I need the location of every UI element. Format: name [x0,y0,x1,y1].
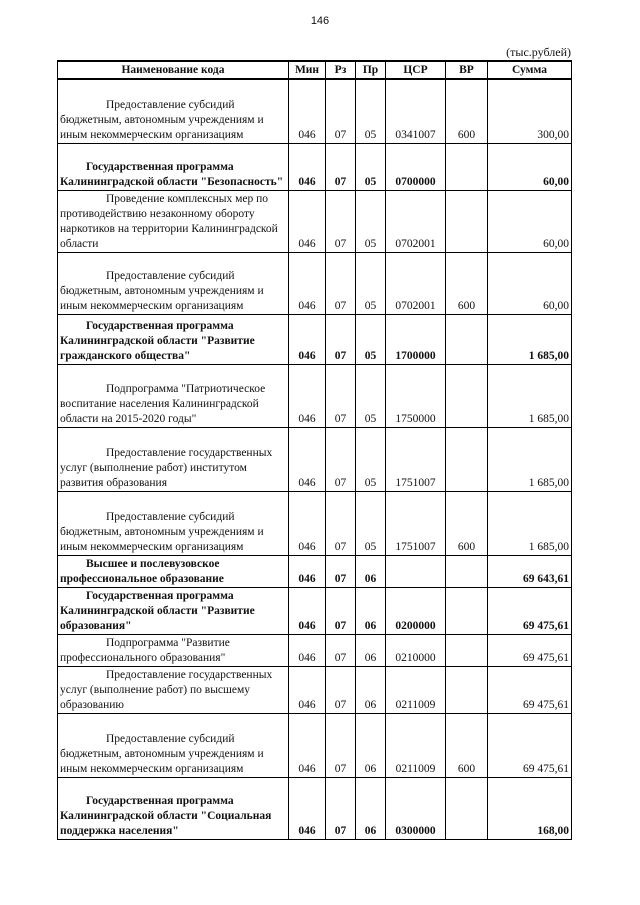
table-row [58,252,572,314]
table-row [58,143,572,190]
row-csr: 0341007 [386,79,446,143]
row-name: Высшее и послевузовское профессиональное образование [60,557,224,585]
row-name-cell [58,555,289,587]
row-min: 046 [289,491,326,555]
row-min: 046 [289,79,326,143]
table-row [58,777,572,839]
row-rz: 07 [326,634,356,666]
row-sum: 60,00 [488,143,572,190]
row-rz: 07 [326,427,356,491]
row-vr: 600 [446,252,488,314]
row-csr: 0300000 [386,777,446,839]
row-pr: 06 [356,555,386,587]
row-rz: 07 [326,555,356,587]
row-name: Предоставление субсидий бюджетным, автономным учреждениям и иным некоммерческим организациям [60,510,264,553]
row-sum: 60,00 [488,190,572,252]
row-pr: 05 [356,252,386,314]
table-row [58,587,572,634]
row-name: Проведение комплексных мер по противодействию незаконному обороту наркотиков на территории Калининградской области [60,192,278,250]
row-csr: 0700000 [386,143,446,190]
row-csr: 0702001 [386,252,446,314]
row-rz: 07 [326,252,356,314]
row-rz: 07 [326,491,356,555]
row-min: 046 [289,252,326,314]
row-vr [446,634,488,666]
row-name: Предоставление государственных услуг (выполнение работ) по высшему образованию [60,668,273,711]
page-number: 146 [310,15,330,27]
row-csr: 1751007 [386,491,446,555]
row-vr: 600 [446,79,488,143]
row-min: 046 [289,666,326,713]
row-pr: 05 [356,143,386,190]
row-sum: 69 643,61 [488,555,572,587]
row-name-cell [58,491,289,555]
row-min: 046 [289,777,326,839]
row-csr: 0200000 [386,587,446,634]
row-rz: 07 [326,777,356,839]
row-name-cell [58,143,289,190]
row-name-cell [58,79,289,143]
row-sum: 1 685,00 [488,314,572,364]
row-rz: 07 [326,713,356,777]
row-sum: 168,00 [488,777,572,839]
row-name-cell [58,314,289,364]
table-row [58,555,572,587]
row-rz: 07 [326,587,356,634]
row-csr [386,555,446,587]
row-min: 046 [289,713,326,777]
row-name: Государственная программа Калининградской области "Развитие образования" [60,589,255,632]
row-name-cell [58,364,289,427]
row-csr: 1751007 [386,427,446,491]
column-header-name: Наименование кода [58,61,289,79]
row-sum: 69 475,61 [488,666,572,713]
row-name: Государственная программа Калининградской области "Безопасность" [60,160,284,188]
row-name-cell [58,587,289,634]
row-csr: 0211009 [386,713,446,777]
budget-table [57,60,572,840]
row-vr [446,666,488,713]
row-min: 046 [289,555,326,587]
row-name-cell [58,190,289,252]
row-vr [446,587,488,634]
row-sum: 300,00 [488,79,572,143]
row-name: Государственная программа Калининградской области "Развитие гражданского общества" [60,319,255,362]
units-label: (тыс.рублей) [506,45,571,59]
table-row [58,634,572,666]
row-min: 046 [289,587,326,634]
row-sum: 1 685,00 [488,364,572,427]
row-min: 046 [289,427,326,491]
row-rz: 07 [326,79,356,143]
table-row [58,364,572,427]
row-name: Подпрограмма "Развитие профессионального образования" [60,636,230,664]
row-name: Предоставление субсидий бюджетным, автономным учреждениям и иным некоммерческим организациям [60,98,264,141]
column-header-min: Мин [289,61,326,79]
row-vr [446,314,488,364]
row-min: 046 [289,314,326,364]
row-vr: 600 [446,713,488,777]
row-name-cell [58,252,289,314]
row-pr: 05 [356,491,386,555]
column-header-pr: Пр [356,61,386,79]
row-vr: 600 [446,491,488,555]
row-pr: 05 [356,364,386,427]
table-row [58,427,572,491]
column-header-vr: ВР [446,61,488,79]
row-pr: 06 [356,666,386,713]
row-min: 046 [289,143,326,190]
table-row [58,314,572,364]
row-rz: 07 [326,364,356,427]
row-rz: 07 [326,143,356,190]
row-name: Предоставление государственных услуг (выполнение работ) институтом развития образования [60,446,273,489]
row-vr [446,777,488,839]
row-sum: 1 685,00 [488,491,572,555]
row-vr [446,190,488,252]
row-name-cell [58,666,289,713]
row-vr [446,364,488,427]
row-pr: 06 [356,634,386,666]
row-pr: 06 [356,713,386,777]
row-pr: 06 [356,777,386,839]
row-name: Предоставление субсидий бюджетным, автономным учреждениям и иным некоммерческим организациям [60,269,264,312]
row-min: 046 [289,634,326,666]
row-csr: 1750000 [386,364,446,427]
row-pr: 05 [356,314,386,364]
table-header-row [58,61,572,79]
table-row [58,666,572,713]
row-name-cell [58,777,289,839]
table-row [58,190,572,252]
row-vr [446,555,488,587]
row-sum: 69 475,61 [488,634,572,666]
table-row [58,491,572,555]
row-name-cell [58,634,289,666]
row-sum: 60,00 [488,252,572,314]
row-pr: 05 [356,190,386,252]
row-sum: 69 475,61 [488,587,572,634]
row-vr [446,427,488,491]
row-name: Предоставление субсидий бюджетным, автономным учреждениям и иным некоммерческим организациям [60,732,264,775]
row-pr: 06 [356,587,386,634]
column-header-csr: ЦСР [386,61,446,79]
row-sum: 69 475,61 [488,713,572,777]
row-rz: 07 [326,190,356,252]
row-min: 046 [289,190,326,252]
row-vr [446,143,488,190]
row-min: 046 [289,364,326,427]
row-csr: 1700000 [386,314,446,364]
row-sum: 1 685,00 [488,427,572,491]
row-csr: 0211009 [386,666,446,713]
row-pr: 05 [356,79,386,143]
table-row [58,713,572,777]
row-name: Подпрограмма "Патриотическое воспитание населения Калининградской области на 2015-2020 годы" [60,382,266,425]
row-rz: 07 [326,666,356,713]
row-csr: 0702001 [386,190,446,252]
row-name-cell [58,427,289,491]
column-header-sum: Сумма [488,61,572,79]
row-name: Государственная программа Калининградской области "Социальная поддержка населения" [60,794,272,837]
row-rz: 07 [326,314,356,364]
row-csr: 0210000 [386,634,446,666]
row-pr: 05 [356,427,386,491]
column-header-rz: Рз [326,61,356,79]
row-name-cell [58,713,289,777]
table-row [58,79,572,143]
